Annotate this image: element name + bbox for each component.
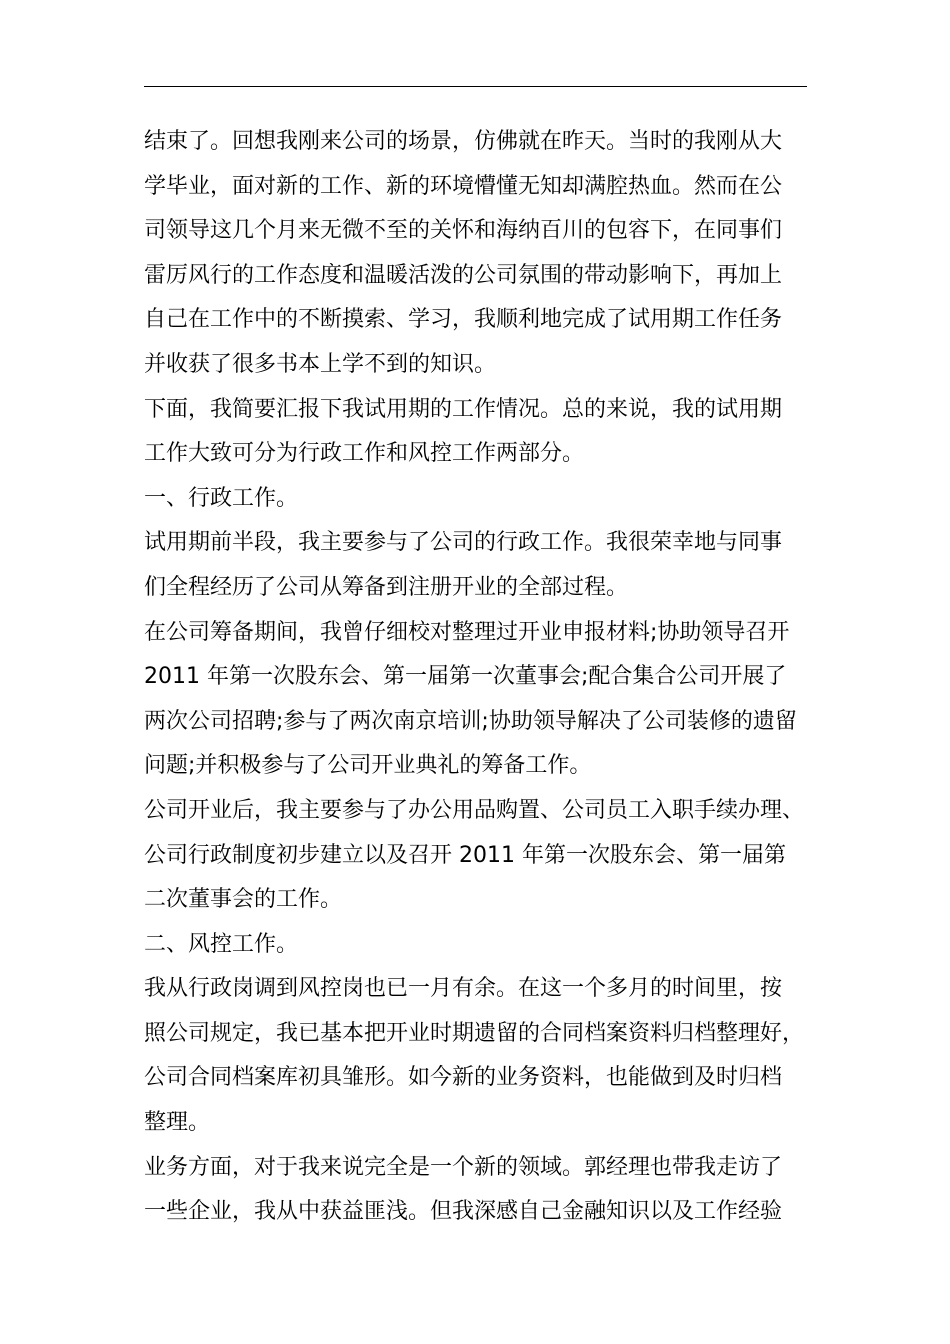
text-line: 并收获了很多书本上学不到的知识。	[144, 351, 497, 377]
text-line: 在公司筹备期间，我曾仔细校对整理过开业申报材料;协助领导召开	[144, 619, 790, 645]
text-line: 下面，我简要汇报下我试用期的工作情况。总的来说，我的试用期	[144, 396, 783, 422]
text-line: 自己在工作中的不断摸索、学习，我顺利地完成了试用期工作任务	[144, 307, 783, 333]
text-line: 业务方面，对于我来说完全是一个新的领域。郭经理也带我走访了	[144, 1154, 783, 1180]
text-line: 们全程经历了公司从筹备到注册开业的全部过程。	[144, 574, 629, 600]
text-line: 二次董事会的工作。	[144, 887, 343, 913]
text-line: 公司开业后，我主要参与了办公用品购置、公司员工入职手续办理、	[144, 797, 805, 823]
text-line: 司领导这几个月来无微不至的关怀和海纳百川的包容下，在同事们	[144, 218, 783, 244]
document-body	[144, 120, 816, 1235]
text-line: 公司行政制度初步建立以及召开 2011 年第一次股东会、第一届第	[144, 842, 786, 868]
text-line: 学毕业，面对新的工作、新的环境懵懂无知却满腔热血。然而在公	[144, 173, 783, 199]
text-line: 试用期前半段，我主要参与了公司的行政工作。我很荣幸地与同事	[144, 530, 783, 556]
text-line: 两次公司招聘;参与了两次南京培训;协助领导解决了公司装修的遗留	[144, 708, 797, 734]
text-line: 2011 年第一次股东会、第一届第一次董事会;配合集合公司开展了	[144, 664, 787, 690]
text-line: 整理。	[144, 1110, 211, 1136]
text-line: 照公司规定，我已基本把开业时期遗留的合同档案资料归档整理好，	[144, 1020, 805, 1046]
header-rule	[144, 86, 807, 87]
section-heading: 二、风控工作。	[144, 931, 299, 957]
section-heading: 一、行政工作。	[144, 485, 299, 511]
text-line: 我从行政岗调到风控岗也已一月有余。在这一个多月的时间里，按	[144, 976, 783, 1002]
text-line: 公司合同档案库初具雏形。如今新的业务资料，也能做到及时归档	[144, 1065, 783, 1091]
text-line: 工作大致可分为行政工作和风控工作两部分。	[144, 441, 585, 467]
text-line: 雷厉风行的工作态度和温暖活泼的公司氛围的带动影响下，再加上	[144, 262, 783, 288]
text-line: 一些企业，我从中获益匪浅。但我深感自己金融知识以及工作经验	[144, 1199, 783, 1225]
text-line: 问题;并积极参与了公司开业典礼的筹备工作。	[144, 753, 592, 779]
text-line: 结束了。回想我刚来公司的场景，仿佛就在昨天。当时的我刚从大	[144, 129, 783, 154]
